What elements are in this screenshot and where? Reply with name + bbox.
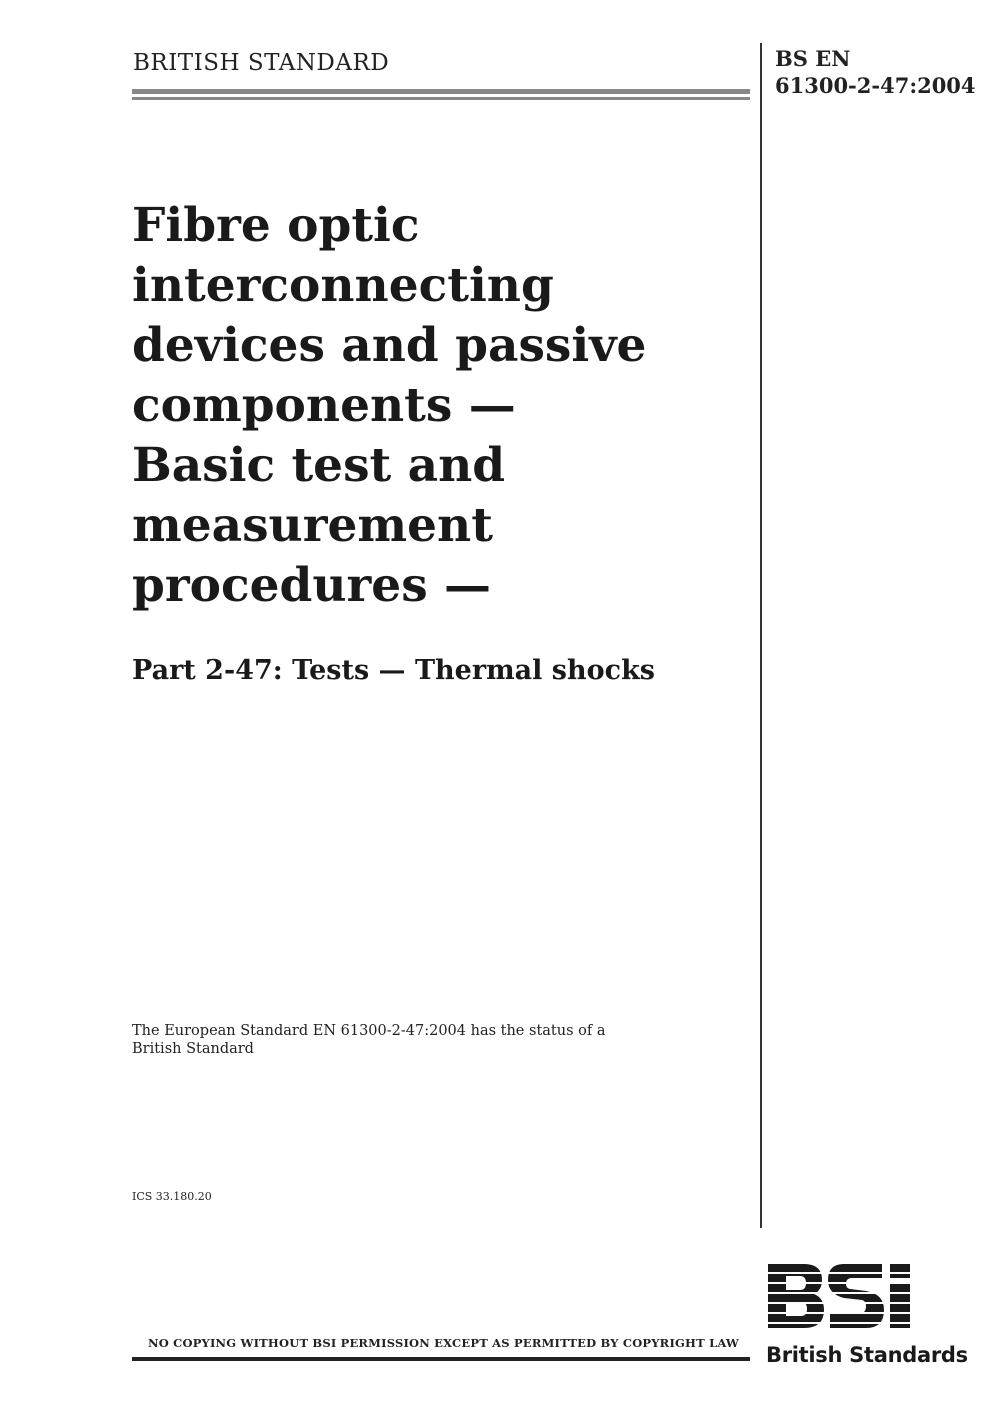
standard-number-line2: 61300-2-47:2004 [775,73,976,98]
ics-code: ICS 33.180.20 [132,1190,212,1203]
title-line: devices and passive [132,318,647,373]
standard-number [775,45,976,99]
title-line: Basic test and [132,438,506,493]
bsi-logo-letter-i-stem [890,1284,910,1328]
bsi-logo-caption: British Standards [766,1343,968,1367]
header-rule-thick [132,89,750,94]
header-rule-thin [132,97,750,100]
document-type-label: BRITISH STANDARD [133,50,390,76]
vertical-divider [760,43,762,1228]
title-line: components — [132,378,516,433]
title-line: measurement [132,498,493,553]
title-line: Fibre optic [132,198,420,253]
bsi-logo-letter-i-dot [890,1264,910,1278]
standard-number-line1: BS EN [775,46,851,71]
status-note: The European Standard EN 61300-2-47:2004 has the status of a British Standard [132,1023,606,1057]
part-title: Part 2-47: Tests — Thermal shocks [132,655,655,686]
title-line: interconnecting [132,258,554,313]
footer-rule [132,1357,750,1361]
copyright-notice: NO COPYING WITHOUT BSI PERMISSION EXCEPT AS PERMITTED BY COPYRIGHT LAW [148,1336,740,1350]
main-title [132,196,742,616]
title-line: procedures — [132,558,492,613]
